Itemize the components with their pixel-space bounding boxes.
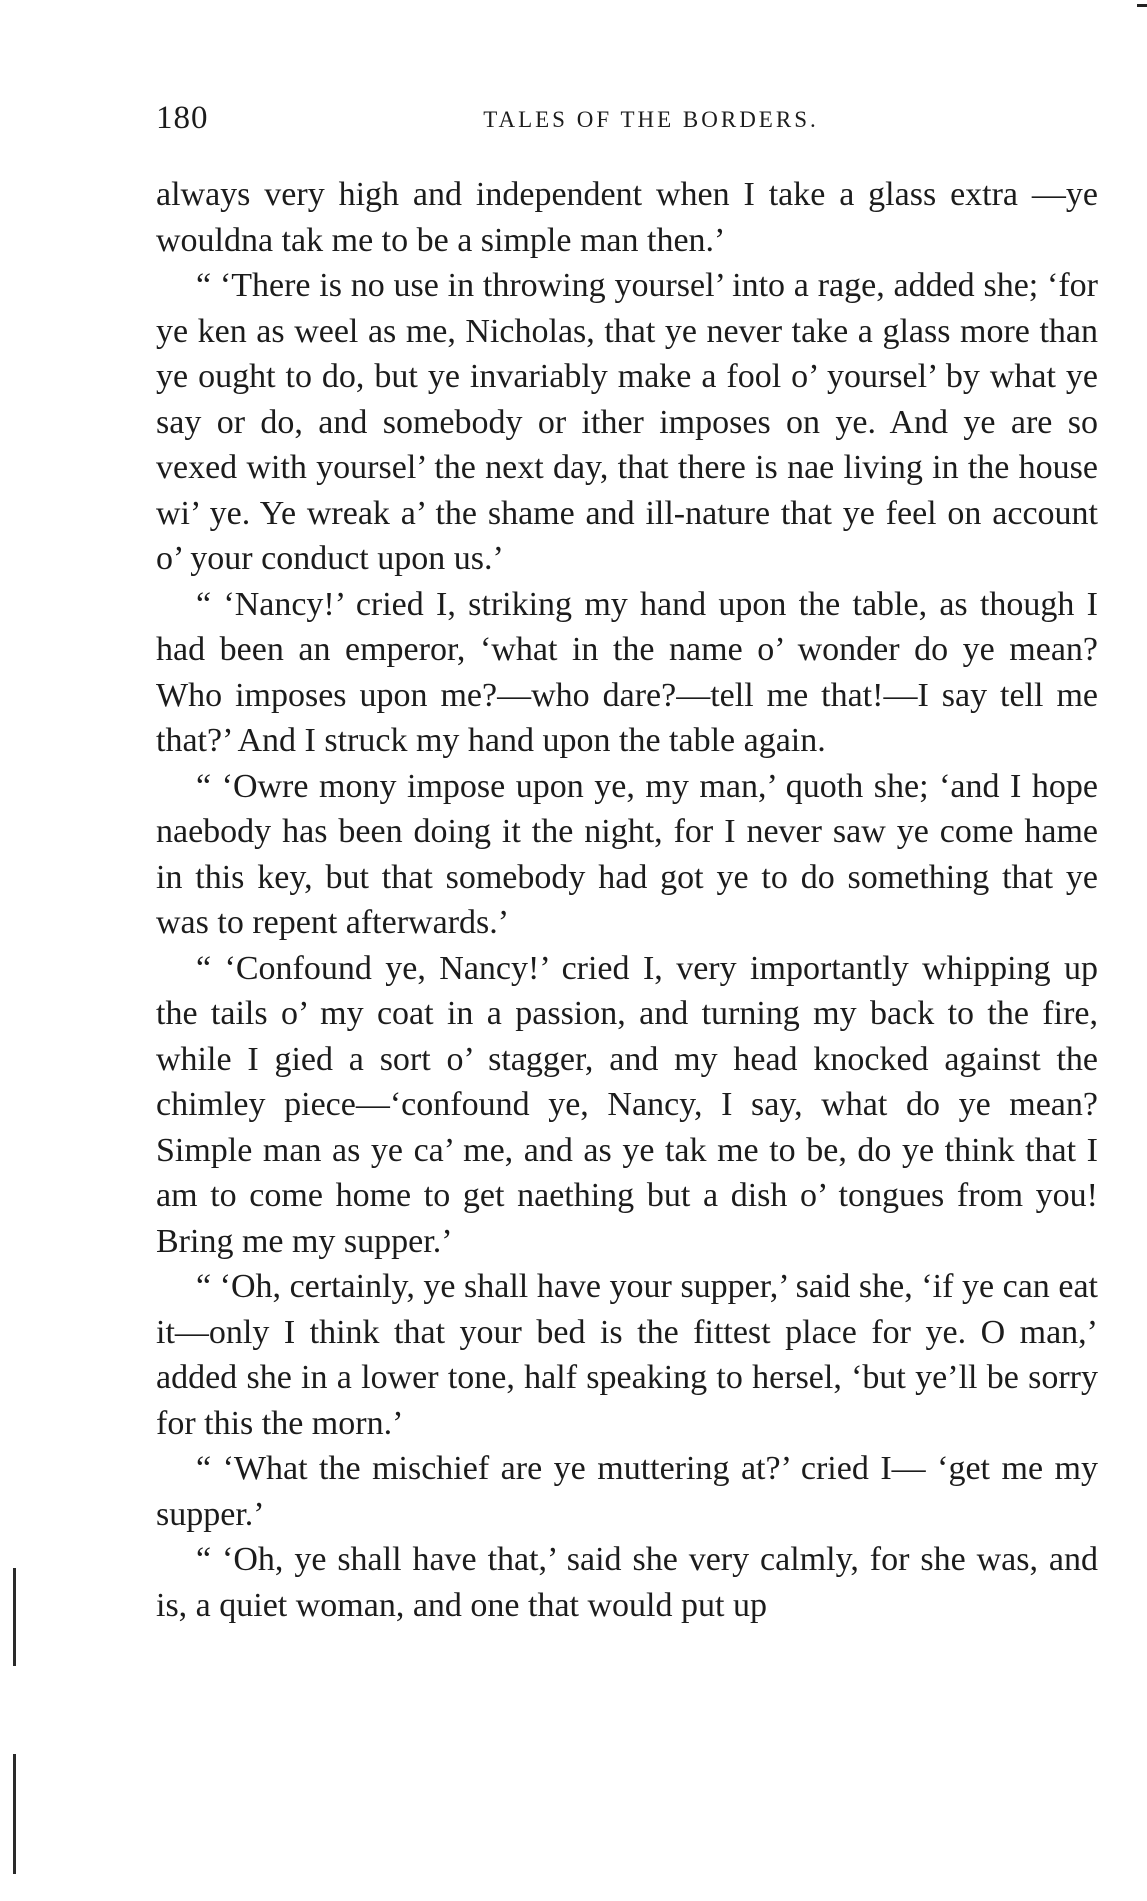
paragraph-1: always very high and independent when I take a glass extra —ye wouldna tak me to be a simple man then.’ <box>156 176 1098 259</box>
paragraph-8: “ ‘Oh, ye shall have that,’ said she very calmly, for she was, and is, a quiet woman, and one that would put up <box>156 1541 1098 1624</box>
paragraph-4: “ ‘Owre mony impose upon ye, my man,’ quoth she; ‘and I hope naebody has been doing it the night, for I never saw ye come hame in this key, but that somebody had got ye to do something that ye was to repent afterwards.’ <box>156 767 1098 941</box>
margin-scan-line <box>13 1568 16 1666</box>
body-text <box>156 172 1098 1628</box>
paragraph-2: “ ‘There is no use in throwing yoursel’ into a rage, added she; ‘for ye ken as weel as me, Nicholas, that ye never take a glass more than ye ought to do, but ye invariably make a fool o’ yoursel’ by what ye say or do, and somebody or ither imposes on ye. And ye are so vexed with yoursel’ the next day, that there is nae living in the house wi’ ye. Ye wreak a’ the shame and ill-nature that ye feel on account o’ your conduct upon us.’ <box>156 267 1098 577</box>
paragraph-3: “ ‘Nancy!’ cried I, striking my hand upon the table, as though I had been an emperor, ‘what in the name o’ wonder do ye mean? Who imposes upon me?—who dare?—tell me that!—I say tell me that?’ And I struck my hand upon the table again. <box>156 585 1098 759</box>
paragraph-7: “ ‘What the mischief are ye muttering at?’ cried I— ‘get me my supper.’ <box>156 1450 1098 1533</box>
paragraph-6: “ ‘Oh, certainly, ye shall have your supper,’ said she, ‘if ye can eat it—only I think that your bed is the fittest place for ye. O man,’ added she in a lower tone, half speaking to hersel, ‘but ye’ll be sorry for this the morn.’ <box>156 1268 1098 1442</box>
running-head: TALES OF THE BORDERS. <box>483 107 819 132</box>
corner-mark <box>1137 4 1147 7</box>
paragraph-5: “ ‘Confound ye, Nancy!’ cried I, very importantly whipping up the tails o’ my coat in a passion, and turning my back to the fire, while I gied a sort o’ stagger, and my head knocked against the chimley piece—‘confound ye, Nancy, I say, what do ye mean? Simple man as ye ca’ me, and as ye tak me to be, do ye think that I am to come home to get naething but a dish o’ tongues from you! Bring me my supper.’ <box>156 949 1098 1260</box>
page-number: 180 <box>156 100 209 136</box>
page-header <box>156 100 1106 150</box>
margin-scan-line <box>13 1754 16 1874</box>
